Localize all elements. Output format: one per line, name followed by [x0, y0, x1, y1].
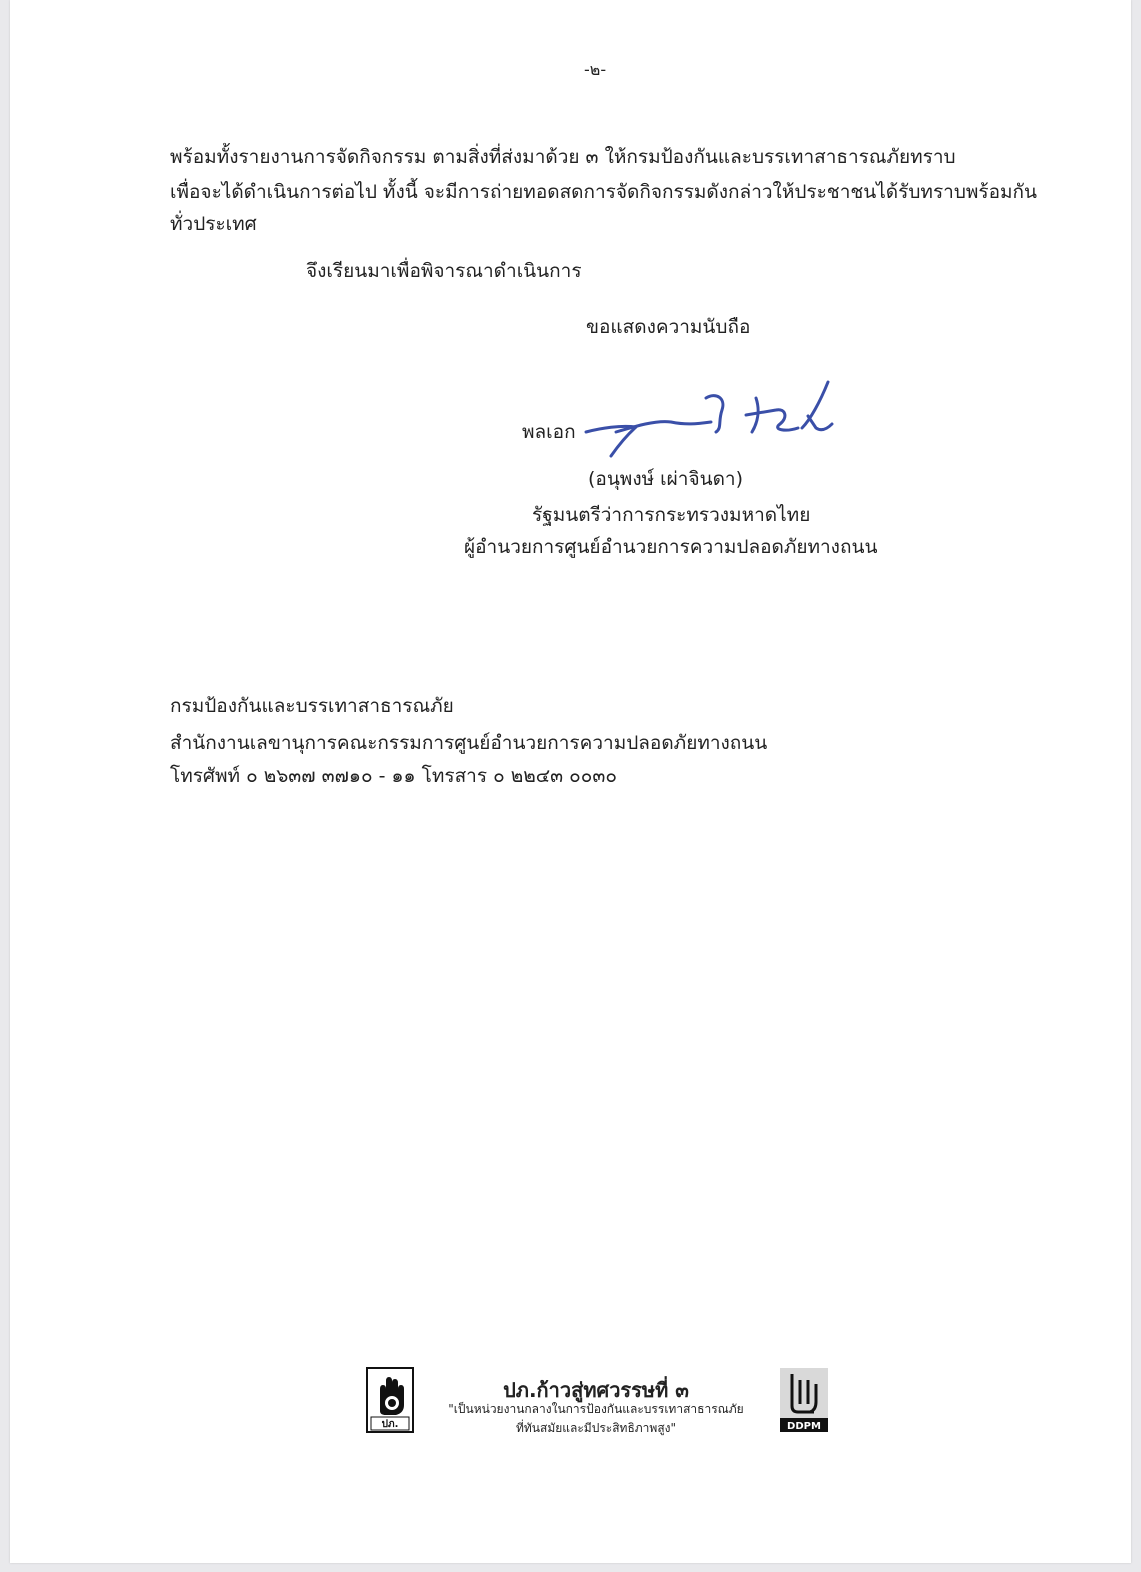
- page-number: -๒-: [584, 60, 607, 79]
- footer-title: ปภ.ก้าวสู่ทศวรรษที่ ๓: [503, 1378, 689, 1402]
- signer-rank: พลเอก: [522, 421, 576, 443]
- closing-statement: จึงเรียนมาเพื่อพิจารณาดำเนินการ: [306, 260, 582, 282]
- ddpm-emblem-icon: [774, 1366, 834, 1434]
- ddpm-hand-logo-icon: [366, 1367, 414, 1433]
- signer-position-2: ผู้อำนวยการศูนย์อำนวยการความปลอดภัยทางถนน: [464, 536, 878, 558]
- handwritten-signature: [576, 370, 846, 465]
- body-line-1: พร้อมทั้งรายงานการจัดกิจกรรม ตามสิ่งที่ส่งมาด้วย ๓ ให้กรมป้องกันและบรรเทาสาธารณภัยทราบ: [170, 146, 956, 168]
- sender-office: สำนักงานเลขานุการคณะกรรมการศูนย์อำนวยการความปลอดภัยทางถนน: [170, 732, 768, 754]
- body-line-3: ทั่วประเทศ: [170, 213, 257, 235]
- right-logo-label: DDPM: [787, 1421, 821, 1432]
- document-page: [10, 0, 1131, 1563]
- signer-name: (อนุพงษ์ เผ่าจินดา): [588, 468, 744, 490]
- sender-contact: โทรศัพท์ ๐ ๒๖๓๗ ๓๗๑๐ - ๑๑ โทรสาร ๐ ๒๒๔๓ ๐๐๓๐: [170, 765, 617, 787]
- sender-department: กรมป้องกันและบรรเทาสาธารณภัย: [170, 695, 454, 717]
- signer-position-1: รัฐมนตรีว่าการกระทรวงมหาดไทย: [532, 504, 811, 526]
- regards: ขอแสดงความนับถือ: [586, 316, 751, 338]
- left-logo-label: ปภ.: [381, 1419, 399, 1430]
- footer-slogan-line-1: "เป็นหน่วยงานกลางในการป้องกันและบรรเทาสาธารณภัย: [448, 1402, 744, 1416]
- footer-slogan-line-2: ที่ทันสมัยและมีประสิทธิภาพสูง": [515, 1421, 677, 1435]
- body-line-2: เพื่อจะได้ดำเนินการต่อไป ทั้งนี้ จะมีการถ่ายทอดสดการจัดกิจกรรมดังกล่าวให้ประชาชนได้รับทราบพร้อมกัน: [170, 181, 1038, 203]
